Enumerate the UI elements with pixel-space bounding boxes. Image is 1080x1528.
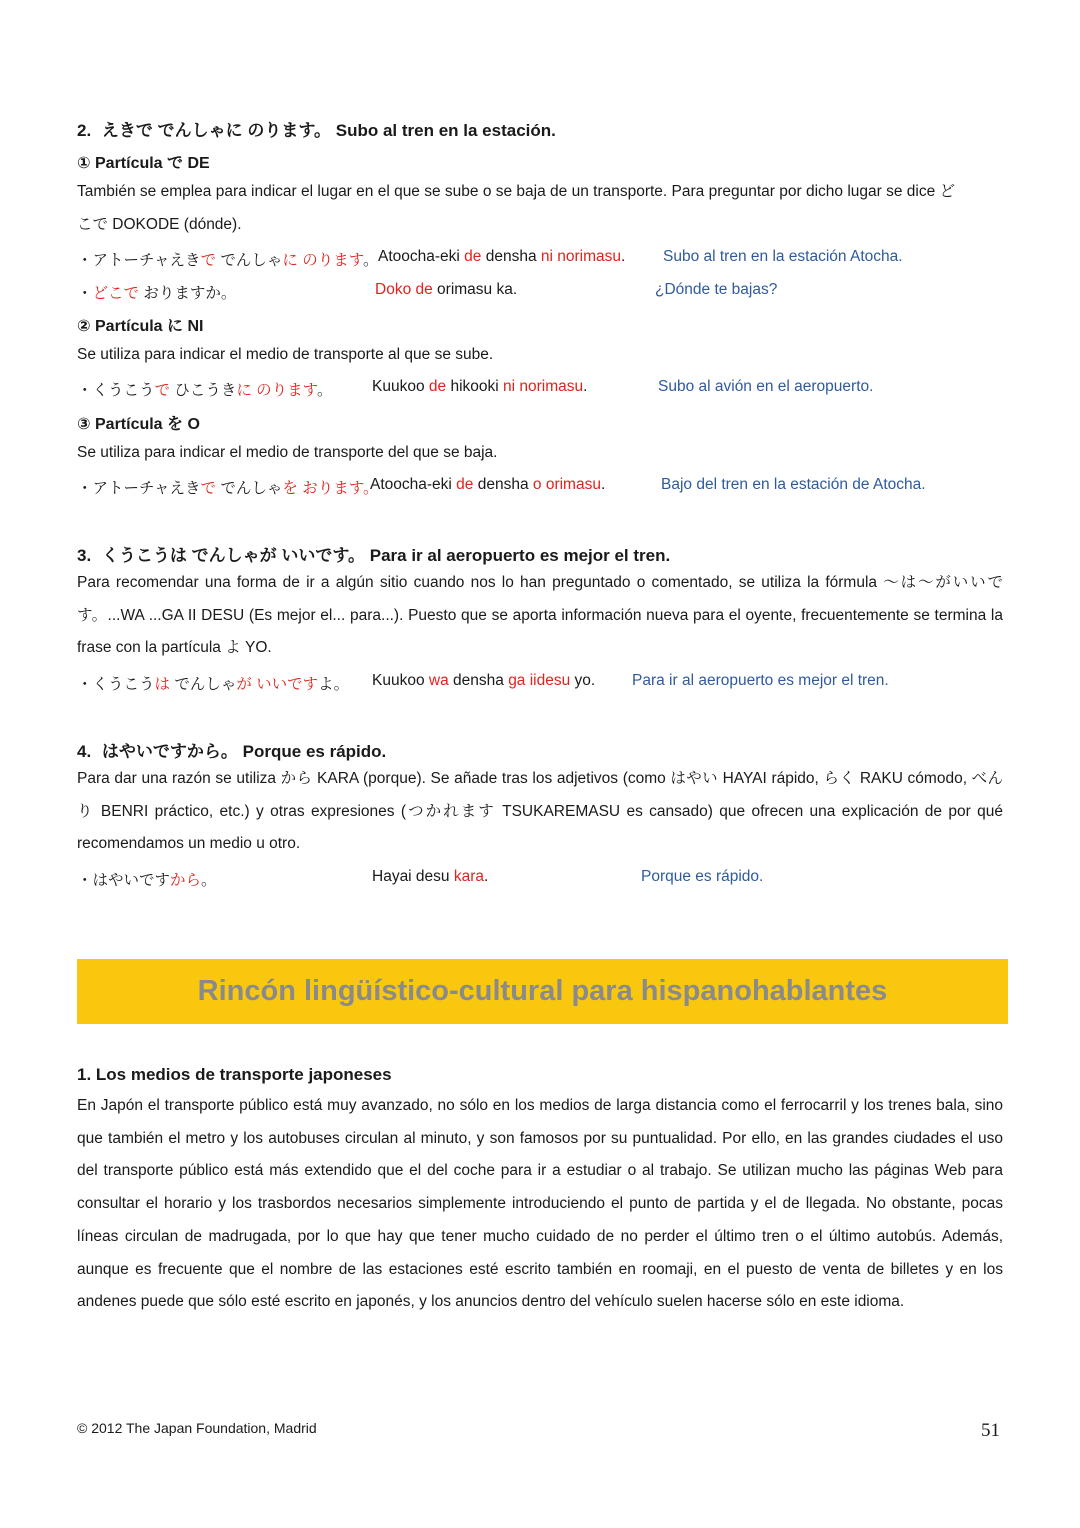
section-3-heading: 3. くうこうは でんしゃが いいです。 Para ir al aeropuerto es mejor el tren.: [77, 546, 671, 565]
example-translation: Para ir al aeropuerto es mejor el tren.: [632, 672, 889, 689]
example-translation: Subo al avión en el aeropuerto.: [658, 378, 874, 395]
example-jp: ・どこで おりますか。: [77, 285, 237, 302]
example-romaji: Atoocha-eki de densha o orimasu.: [370, 476, 606, 493]
section-4-desc: Para dar una razón se utiliza から KARA (porque). Se añade tras los adjetivos (como はやい HAYAI rápido, らく RAKU cómodo, べんり BENRI práctico, etc.) y otras expresiones (つかれます TSUKAREMASU es cansado) que ofrecen una explicación de por qué recomendamos un medio u otro.: [77, 770, 1003, 853]
culture-heading: 1. Los medios de transporte japoneses: [77, 1065, 392, 1084]
example-romaji: Kuukoo wa densha ga iidesu yo.: [372, 672, 596, 689]
copyright: © 2012 The Japan Foundation, Madrid: [77, 1420, 317, 1436]
example-jp: ・はやいですから。: [77, 872, 217, 889]
example-translation: Bajo del tren en la estación de Atocha.: [661, 476, 926, 493]
particle-ni-desc: Se utiliza para indicar el medio de transporte al que se sube.: [77, 346, 494, 363]
particle-o-desc: Se utiliza para indicar el medio de transporte del que se baja.: [77, 444, 498, 461]
particle-de-desc-line1: También se emplea para indicar el lugar en el que se sube o se baja de un transporte. Para preguntar por dicho lugar se dice ど: [77, 183, 956, 200]
page-number: 51: [981, 1420, 1000, 1441]
culture-corner-banner: [77, 959, 1008, 1024]
example-romaji: Atoocha-eki de densha ni norimasu.: [378, 248, 626, 265]
example-jp: ・アトーチャえきで でんしゃに のります。: [77, 252, 379, 269]
example-romaji: Hayai desu kara.: [372, 868, 489, 885]
section-4-heading: 4. はやいですから。 Porque es rápido.: [77, 742, 387, 761]
example-romaji: Kuukoo de hikooki ni norimasu.: [372, 378, 588, 395]
example-translation: ¿Dónde te bajas?: [655, 281, 778, 298]
example-jp: ・くうこうで ひこうきに のります。: [77, 382, 333, 399]
culture-body: En Japón el transporte público está muy avanzado, no sólo en los medios de larga distancia como el ferrocarril y los trenes bala, sino que también el metro y los autobuses circulan al minuto, y son famosos por su puntualidad. Por ello, en las grandes ciudades el uso del transporte público está más extendido que el del coche para ir a estudiar o al trabajo. Se utilizan mucho las páginas Web para consultar el horario y los trasbordos necesarios simplemente introduciendo el punto de partida y el de llegada. No obstante, pocas líneas circulan de madrugada, por lo que hay que tener mucho cuidado de no perder el último tren o el último autobús. Además, aunque es frecuente que el nombre de las estaciones esté escrito también en roomaji, en el puesto de venta de billetes y en los andenes puede que sólo esté escrito en japonés, y los anuncios dentro del vehículo suelen hacerse sólo en este idioma.: [77, 1097, 1003, 1311]
particle-ni-title: ② Partícula に NI: [77, 318, 204, 335]
example-translation: Subo al tren en la estación Atocha.: [663, 248, 903, 265]
example-romaji: Doko de orimasu ka.: [375, 281, 518, 298]
particle-de-desc-line2: こで DOKODE (dónde).: [77, 216, 242, 233]
particle-de-title: ① Partícula で DE: [77, 155, 210, 172]
example-jp: ・くうこうは でんしゃが いいですよ。: [77, 676, 350, 693]
section-3-desc: Para recomendar una forma de ir a algún sitio cuando nos lo han preguntado o comentado, se utiliza la fórmula ～は～がいいです。...WA ...GA II DESU (Es mejor el... para...). Puesto que se aporta información nueva para el oyente, frecuentemente se termina la frase con la partícula よ YO.: [77, 574, 1003, 657]
section-2-heading: 2. えきで でんしゃに のります。 Subo al tren en la estación.: [77, 121, 556, 140]
particle-o-title: ③ Partícula を O: [77, 416, 200, 433]
example-jp: ・アトーチャえきで でんしゃを おります。: [77, 480, 379, 497]
example-translation: Porque es rápido.: [641, 868, 764, 885]
banner-title: Rincón lingüístico-cultural para hispanohablantes: [197, 975, 888, 1007]
